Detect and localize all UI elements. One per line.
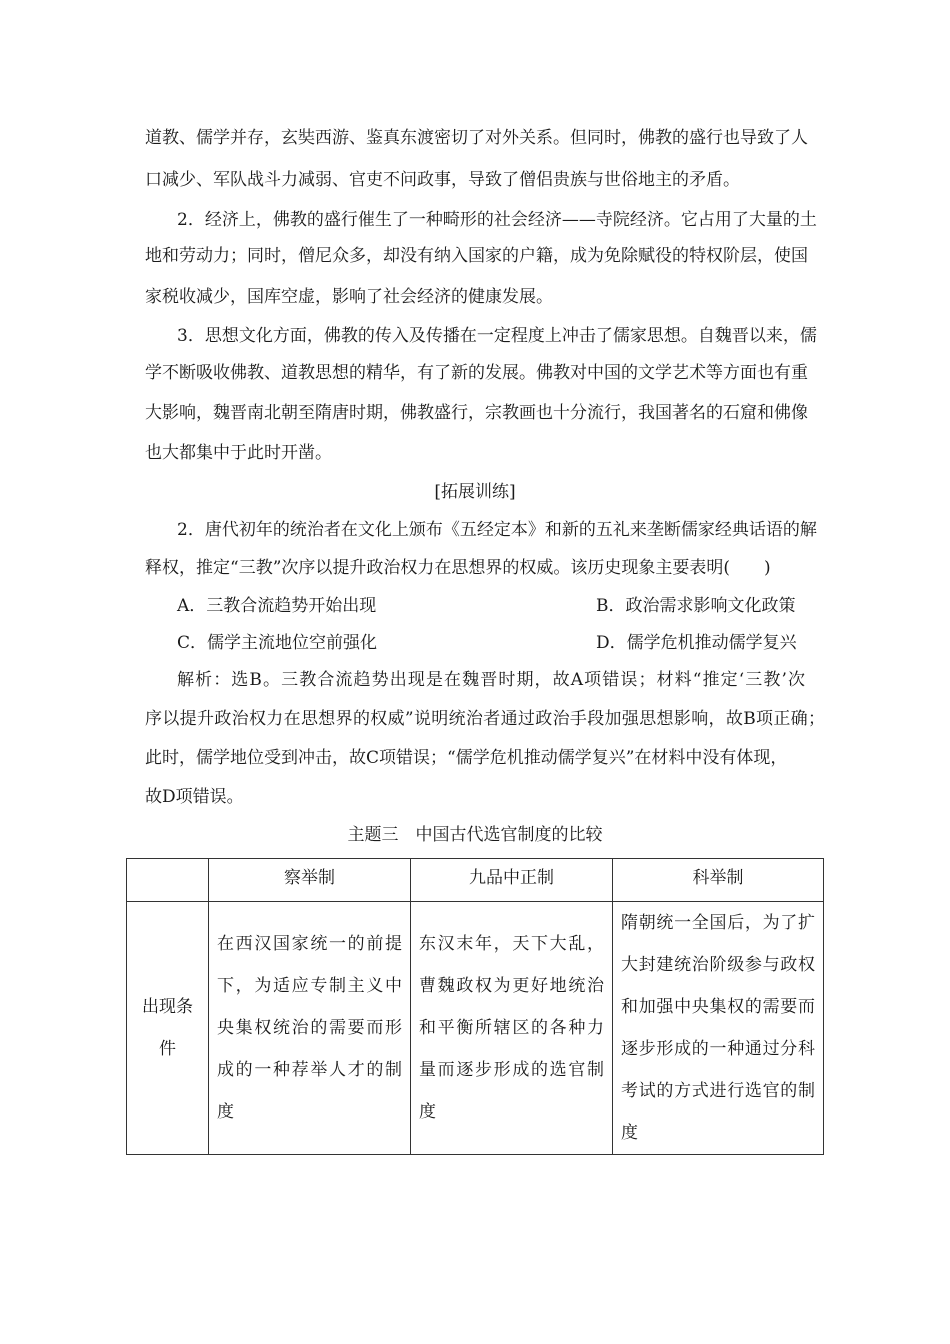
- paragraph-line: 地和劳动力；同时，僧尼众多，却没有纳入国家的户籍，成为免除赋役的特权阶层，使国: [145, 246, 808, 266]
- paragraph-line: 也大都集中于此时开凿。: [145, 443, 332, 463]
- paragraph-line: 口减少、军队战斗力减弱、官吏不问政事，导致了僧侣贵族与世俗地主的矛盾。: [145, 170, 740, 190]
- row-label: 出现条件: [142, 997, 193, 1059]
- paragraph-line: 道教、儒学并存，玄奘西游、鉴真东渡密切了对外关系。但同时，佛教的盛行也导致了人: [145, 128, 808, 148]
- paragraph-line: 大影响，魏晋南北朝至隋唐时期，佛教盛行，宗教画也十分流行，我国著名的石窟和佛像: [145, 403, 808, 423]
- paragraph-line: 3．思想文化方面，佛教的传入及传播在一定程度上冲击了儒家思想。自魏晋以来，儒: [177, 326, 817, 346]
- option-c: C．儒学主流地位空前强化: [177, 633, 378, 653]
- cell-text-jiupin: 东汉末年，天下大乱，曹魏政权为更好地统治和平衡所辖区的各种力量而逐步形成的选官制度: [419, 934, 604, 1122]
- table-header-cell: 九品中正制: [411, 859, 613, 902]
- paragraph-line: 2．经济上，佛教的盛行催生了一种畸形的社会经济——寺院经济。它占用了大量的土: [177, 210, 817, 230]
- table-header-row: [127, 859, 824, 902]
- table-header-cell: 科举制: [613, 859, 824, 902]
- analysis-line: 解析：选B。三教合流趋势出现是在魏晋时期，故A项错误；材料“推定‘三教’次: [177, 670, 805, 690]
- section-heading: [拓展训练]: [434, 482, 516, 502]
- table-header-cell: 察举制: [209, 859, 411, 902]
- analysis-line: 此时，儒学地位受到冲击，故C项错误；“儒学危机推动儒学复兴”在材料中没有体现，: [145, 748, 788, 768]
- topic-title: 主题三 中国古代选官制度的比较: [347, 825, 603, 845]
- table-cell: [613, 902, 824, 1155]
- analysis-line: 故D项错误。: [145, 787, 244, 807]
- table-cell: [411, 902, 613, 1155]
- question-line: 释权，推定“三教”次序以提升政治权力在思想界的权威。该历史现象主要表明( ): [145, 558, 771, 578]
- cell-text-keju: 隋朝统一全国后，为了扩大封建统治阶级参与政权和加强中央集权的需要而逐步形成的一种通过分科考试的方式进行选官的制度: [621, 913, 815, 1143]
- analysis-line: 序以提升政治权力在思想界的权威”说明统治者通过政治手段加强思想影响，故B项正确；: [145, 709, 825, 729]
- comparison-table: [126, 858, 824, 1155]
- table-cell: [209, 902, 411, 1155]
- paragraph-line: 学不断吸收佛教、道教思想的精华，有了新的发展。佛教对中国的文学艺术等方面也有重: [145, 363, 808, 383]
- paragraph-line: 家税收减少，国库空虚，影响了社会经济的健康发展。: [145, 287, 553, 307]
- row-label-cell: [127, 902, 209, 1155]
- table-header-cell: [127, 859, 209, 902]
- option-d: D．儒学危机推动儒学复兴: [596, 633, 797, 653]
- cell-text-chaju: 在西汉国家统一的前提下，为适应专制主义中央集权统治的需要而形成的一种荐举人才的制度: [217, 934, 402, 1122]
- option-a: A．三教合流趋势开始出现: [177, 596, 377, 616]
- question-line: 2．唐代初年的统治者在文化上颁布《五经定本》和新的五礼来垄断儒家经典话语的解: [177, 520, 817, 540]
- table-row: [127, 902, 824, 1155]
- option-b: B．政治需求影响文化政策: [596, 596, 796, 616]
